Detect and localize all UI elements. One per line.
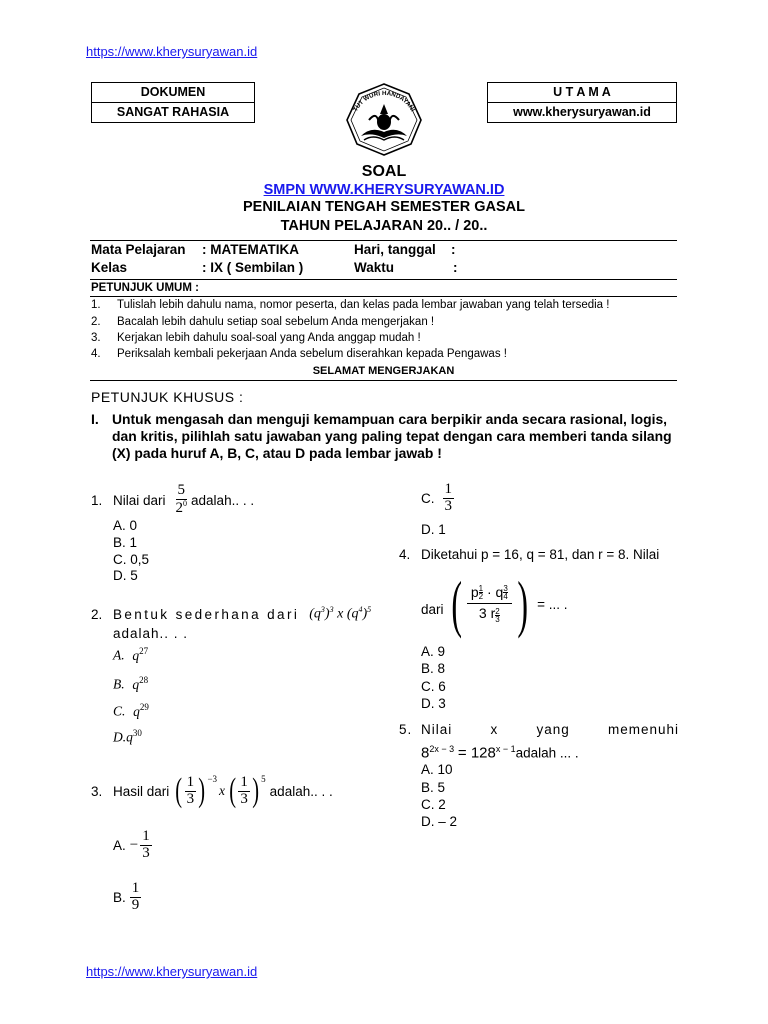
question-number: 1. [91, 492, 103, 508]
option[interactable]: A. 10 [421, 762, 453, 777]
date-label: Hari, tanggal [354, 242, 436, 257]
question-2 [91, 602, 371, 626]
option[interactable]: A. 9 [421, 644, 446, 659]
subject-value: : MATEMATIKA [202, 242, 299, 257]
document-class-box [91, 82, 255, 123]
subject-label: Mata Pelajaran [91, 242, 186, 257]
footer-link[interactable]: https://www.kherysuryawan.id [86, 964, 258, 979]
option[interactable]: C. 0,5 [113, 552, 150, 567]
fraction [174, 483, 190, 517]
option[interactable]: D. – 2 [421, 814, 458, 829]
instruction-text: Tulislah lebih dahulu nama, nomor peserta, dan kelas pada lembar jawaban yang telah tersedia ! [117, 299, 610, 311]
question-text: Hasil dari [113, 783, 170, 799]
instruction-num: 4. [91, 348, 101, 360]
instruction-text: Kerjakan lebih dahulu soal-soal yang Anda anggap mudah ! [117, 332, 421, 344]
option[interactable]: C. $\frac{1}{3}$ [421, 480, 452, 514]
option[interactable]: $D.q^{30}$ [113, 728, 142, 745]
option[interactable]: D. 1 [421, 522, 446, 537]
class-value: : IX ( Sembilan ) [202, 260, 304, 275]
option[interactable]: B. $q^{28}$ [113, 675, 149, 692]
special-instructions-heading: PETUNJUK KHUSUS : [91, 389, 244, 405]
option[interactable]: B. 5 [421, 780, 446, 795]
time-label: Waktu [354, 260, 394, 275]
document-label: DOKUMEN [140, 85, 206, 99]
question-number: 3. [91, 783, 103, 799]
section-instruction: Untuk mengasah dan menguji kemampuan cara berpikir anda secara rasional, logis, dan kritis, pilihlah satu jawaban yang paling tepat dengan cara memberi tanda silang (X) pada huruf A, B, C, atau D pada lembar jawab ! [112, 411, 672, 461]
date-value: : [451, 242, 456, 257]
tut-wuri-handayani-logo [339, 80, 429, 158]
option[interactable]: D. 3 [421, 696, 446, 711]
option[interactable]: B. $\frac{1}{9}$ [113, 879, 140, 913]
exponent: 0 [183, 499, 188, 508]
class-label: Kelas [91, 260, 128, 275]
option[interactable]: B. 1 [113, 535, 138, 550]
numerator: 5 [177, 482, 186, 499]
time-value: : [453, 260, 458, 275]
main-copy-label: U T A M A [553, 85, 611, 99]
logo-motto: TUT WURI HANDAYANI [352, 89, 417, 113]
option[interactable]: B. 8 [421, 661, 446, 676]
instruction-num: 2. [91, 316, 101, 328]
expression: $(q^3)^3$ x $(q^4)^5$ [309, 605, 372, 622]
question-4 [399, 547, 659, 562]
instruction-num: 1. [91, 299, 101, 311]
divider [90, 296, 677, 297]
question-suffix: adalah.. . . [269, 783, 333, 799]
instruction-num: 3. [91, 332, 101, 344]
academic-year: TAHUN PELAJARAN 20.. / 20.. [280, 218, 488, 234]
school-link[interactable]: SMPN WWW.KHERYSURYAWAN.ID [263, 182, 505, 198]
expression: ( $\frac{1}{3}$ ) $^{-3}$ x ( $\frac{1}{3}$ ) $^5$ [175, 772, 266, 809]
option[interactable]: A. − $\frac{1}{3}$ [113, 827, 150, 861]
question-3 [91, 764, 333, 818]
option[interactable]: A. 0 [113, 518, 138, 533]
section-roman: I. [91, 411, 99, 427]
instruction-text: Bacalah lebih dahulu setiap soal sebelum Anda mengerjakan ! [117, 316, 435, 328]
option[interactable]: C. 2 [421, 797, 446, 812]
question-number: 5. [399, 722, 413, 737]
closing-text: SELAMAT MENGERJAKAN [312, 365, 455, 377]
question-suffix: adalah.. . . [191, 492, 255, 508]
copy-label-box [487, 82, 677, 123]
divider [90, 279, 677, 280]
question-text: Bentuk sederhana dari [113, 606, 300, 622]
denominator: 2 [175, 500, 184, 516]
question-number: 4. [399, 547, 411, 562]
general-instructions-heading: PETUNJUK UMUM : [91, 282, 199, 294]
question-text: Diketahui p = 16, q = 81, dan r = 8. Nilai [421, 547, 660, 562]
website-label: www.kherysuryawan.id [488, 102, 676, 122]
soal-title: SOAL [361, 163, 407, 180]
header-link[interactable]: https://www.kherysuryawan.id [86, 44, 258, 59]
question-5: 5. Nilai x yang memenuhi [399, 722, 679, 737]
question-1 [91, 476, 254, 524]
question-5-expression: $8^{2x - 3}$ = $128^{x - 1}adalah$ ... . [421, 744, 579, 762]
option[interactable]: A. $q^{27}$ [113, 646, 149, 663]
question-number: 2. [91, 606, 103, 622]
instruction-text: Periksalah kembali pekerjaan Anda sebelum diserahkan kepada Pengawas ! [117, 348, 507, 360]
confidential-label: SANGAT RAHASIA [92, 102, 254, 122]
question-suffix: adalah.. . . [113, 626, 189, 641]
option[interactable]: C. $q^{29}$ [113, 702, 149, 719]
option[interactable]: D. 5 [113, 568, 138, 583]
divider [90, 380, 677, 381]
option[interactable]: C. 6 [421, 679, 446, 694]
divider [90, 240, 677, 241]
exam-title: PENILAIAN TENGAH SEMESTER GASAL [243, 199, 525, 215]
question-4-expression: dari ( p $\frac{1}{2}$ · q $\frac{3}{4}$ 3 r $\frac{2}{3}$ ) = ... . [421, 568, 568, 639]
question-text: Nilai dari [113, 492, 166, 508]
